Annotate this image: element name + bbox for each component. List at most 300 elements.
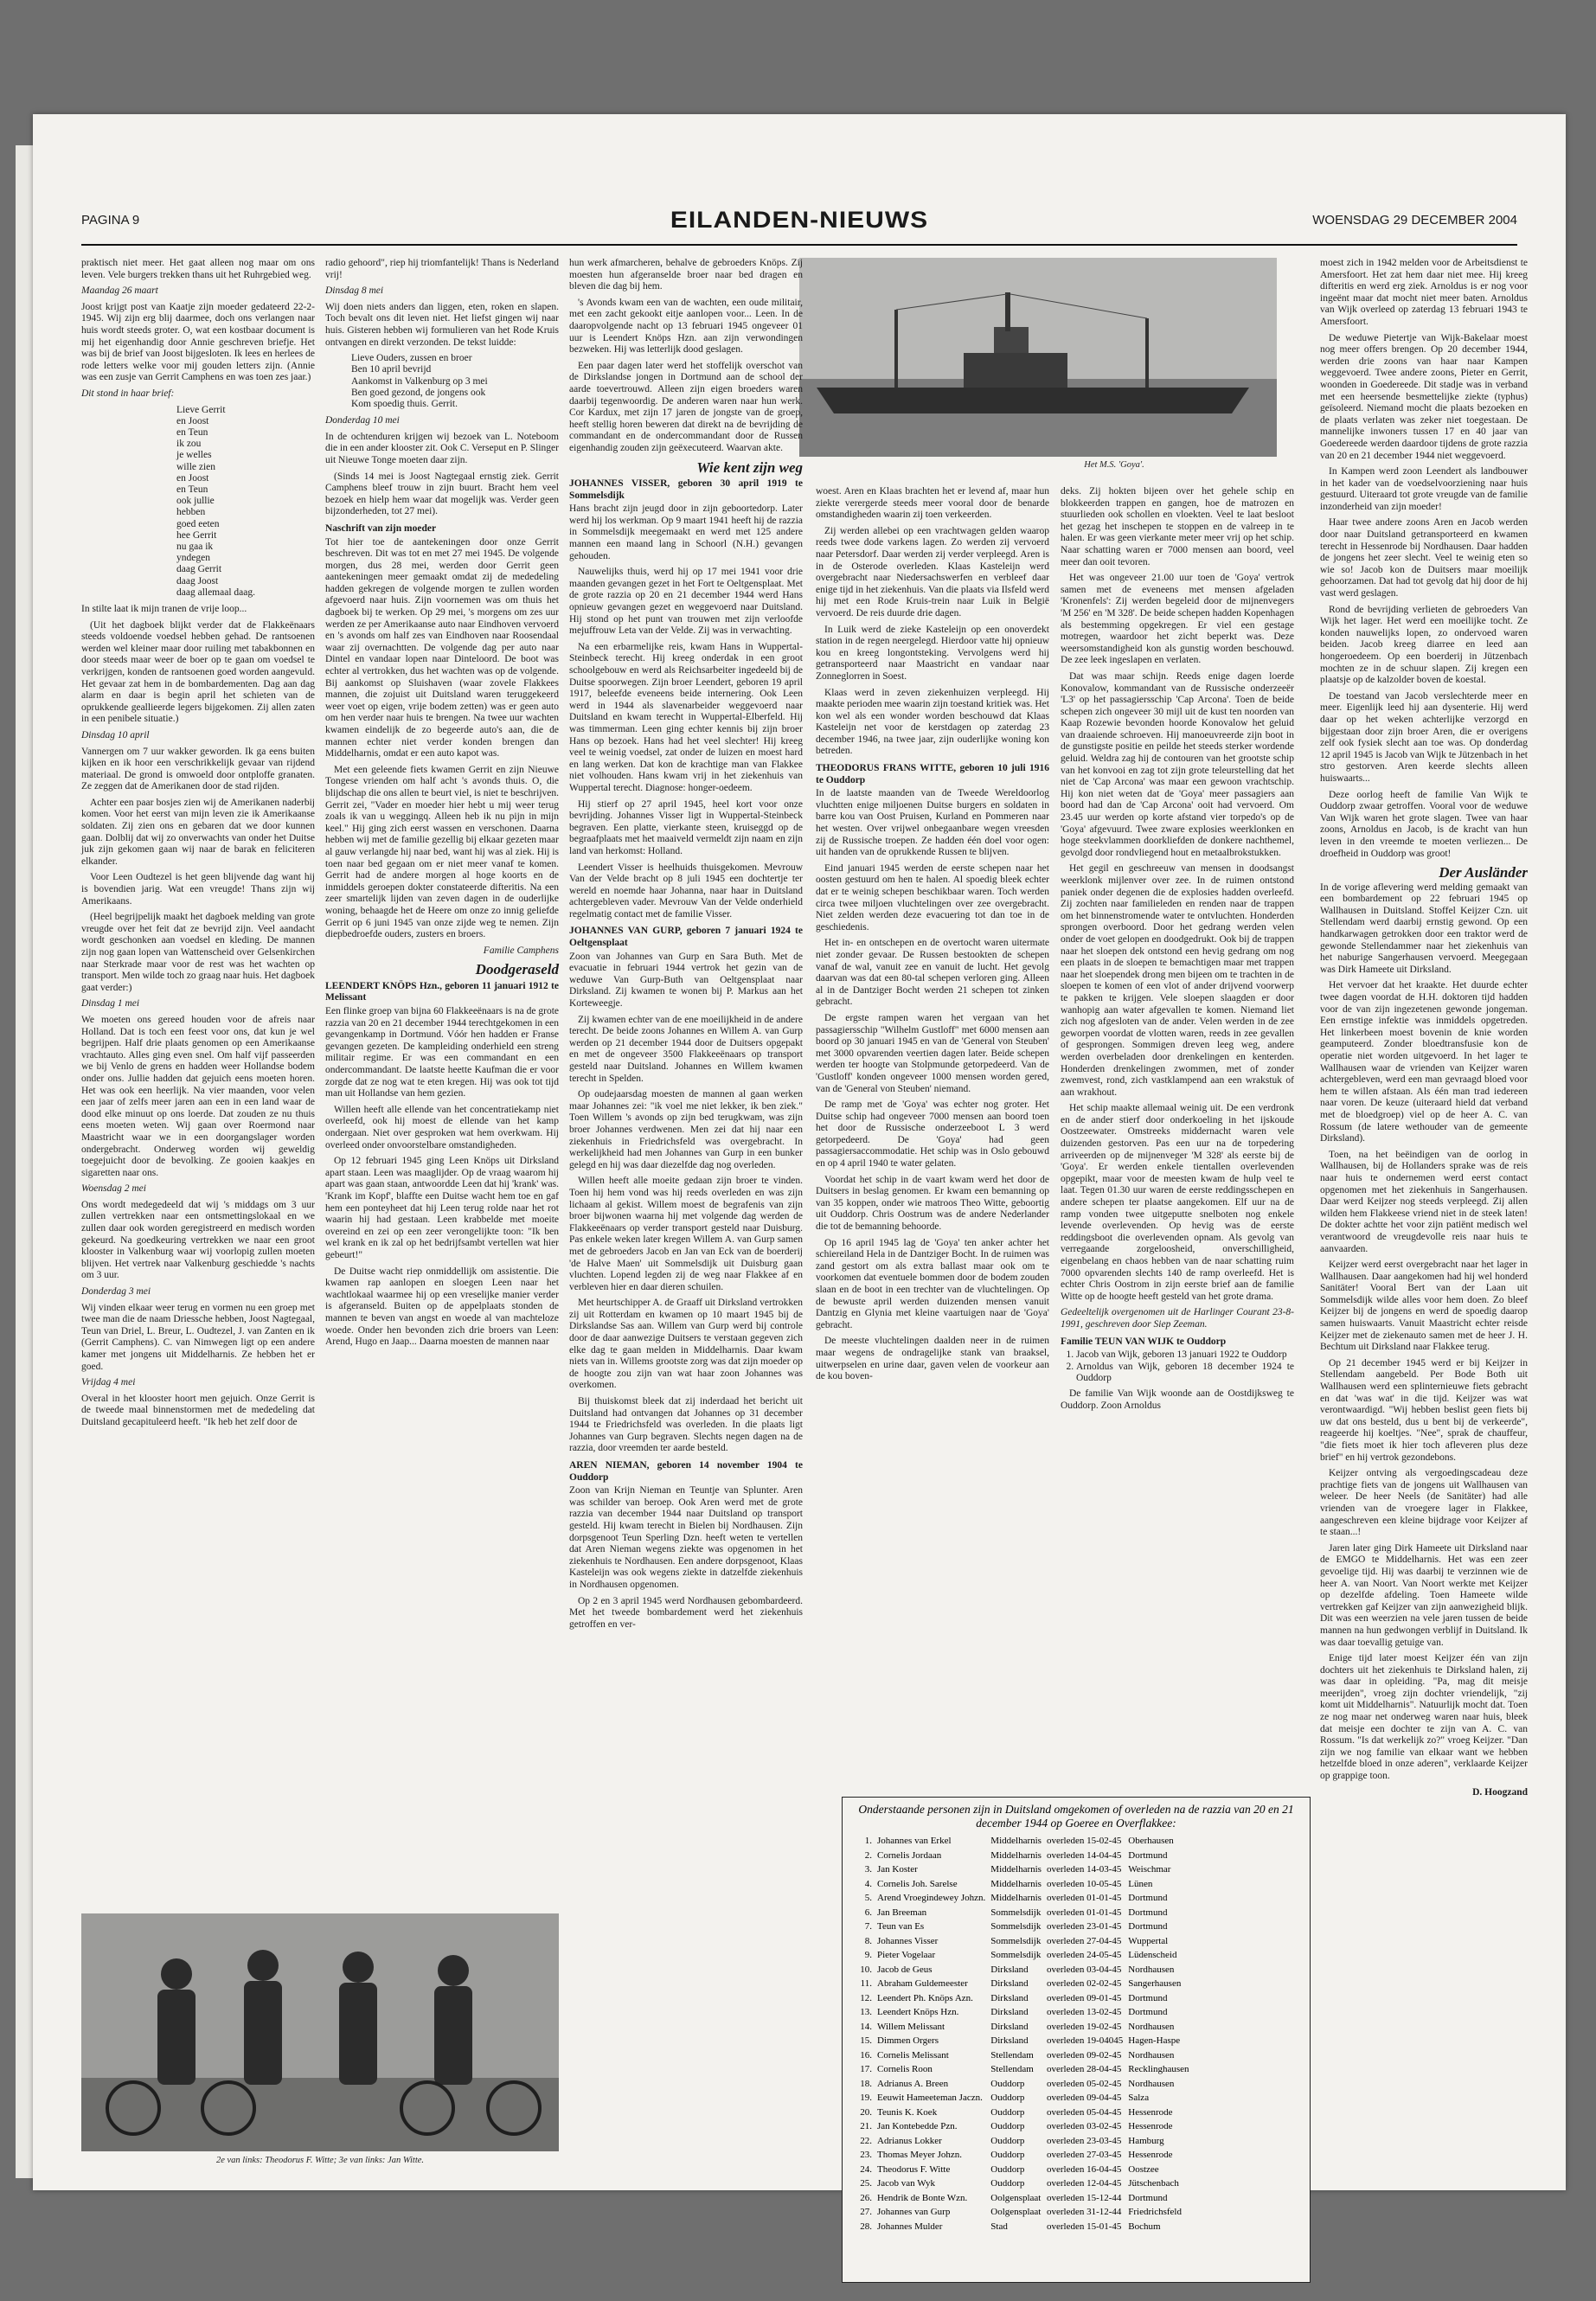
person-name: Cornelis Jordaan [877, 1849, 942, 1861]
place-of-death: Nordhausen [1128, 2021, 1175, 2032]
person-name: Adrianus A. Breen [877, 2078, 949, 2089]
poem-line: en Joost [176, 415, 209, 426]
text-paragraph: Achter een paar bosjes zien wij de Amerikanen naderbij komen. Voor het eerst van mijn leven zie ik Amerikaanse soldaten. Zij zien ons en gebaren dat we door kunnen gaan. Dolblij dat wij zo onverwachts van onder het Duitse juk zijn gekomen gaan wij naar de barak en feliciteren elkander. [81, 797, 315, 867]
row-number: 13. [860, 2007, 872, 2018]
place-of-death: Bochum [1128, 2221, 1161, 2232]
person-name: Jacob van Wyk [877, 2178, 935, 2189]
poem-line: en Teun [176, 484, 208, 495]
person-name: Adrianus Lokker [877, 2135, 942, 2146]
text-paragraph: Rond de bevrijding verlieten de gebroeders Van Wijk het lager. Het werd een moeilijke tocht. Ze konden nauwelijks lopen, zo ondervoed waren beiden. Jacob kreeg diarree en leed aan hongeroedeem. Op een boerderij in Jützenbach mochten ze in de schuur slapen. Zij kregen een plaatsje op de kalzolder boven de koestal. [1320, 604, 1528, 686]
text-paragraph: Leendert Visser is heelhuids thuisgekomen. Mevrouw Van der Velde bracht op 8 juli 1945 een dochtertje ter wereld en noemde haar Johanna, naar haar in Duitsland achtergebleven vader. Mevrouw Van der Velde onderhield regelmatig contact met de familie Visser. [569, 862, 803, 920]
ship-caption: Het M.S. 'Goya'. [1084, 460, 1144, 470]
home-town: Stad [990, 2221, 1008, 2232]
text-paragraph: Klaas werd in zeven ziekenhuizen verpleegd. Hij maakte perioden mee waarin zijn toestand kritiek was. Het kon wel als een wonder worden beschouwd dat Klaas Kasteleijn net voor de kerstdagen op zaterdag 23 december 1946, na twee jaar, zijn ouderlijke woning kon betreden. [816, 687, 1049, 757]
text-paragraph: Joost krijgt post van Kaatje zijn moeder gedateerd 22-2-1945. Wij zijn erg blij daarmee, doch ons verlangen naar huis wordt steeds groter. O, wat een kostbaar document is mij het eigenhandig door Annie geschreven briefje. Het was bij de brief van Joost bijgesloten. Ik lees en herlees de rode letters welke voor mij gouden letters zijn. (Annie was een zusje van Gerrit Camphens en was toen zes jaar.) [81, 301, 315, 383]
row-number: 16. [860, 2049, 872, 2061]
date-of-death: overleden 03-04-45 [1046, 1964, 1122, 1975]
date-of-death: overleden 23-01-45 [1046, 1921, 1122, 1932]
text-paragraph: Zij kwamen echter van de ene moeilijkheid in de andere terecht. De beide zoons Johannes en Willem A. van Gurp werden op 21 december 1944 door de Duitsers opgepakt en met de ongeveer 3500 Flakkeeënaars op transport gesteld naar Duitsland. Johannes en Willem kwamen terecht in Spelden. [569, 1014, 803, 1084]
text-paragraph: deks. Zij hokten bijeen over het gehele schip en blokkeerden trappen en gangen, hoe de matrozen en stuurlieden ook schollen en vloekten. Veel te laat besloot het gezag het inschepen te stoppen en de valreep in te halen. Er was geen vierkante meter meer vrij op het schip. Naar schatting waren er 7000 mensen aan boord, veel meer dan ooit tevoren. [1061, 486, 1294, 567]
home-town: Middelharnis [990, 1878, 1042, 1889]
place-of-death: Recklinghausen [1128, 2064, 1189, 2075]
person-name: Thomas Meyer Johzn. [877, 2150, 963, 2161]
date-of-death: overleden 02-02-45 [1046, 1978, 1122, 1990]
group-photo [81, 1913, 559, 2151]
text-paragraph: Een flinke groep van bijna 60 Flakkeeënaars is na de grote razzia van 20 en 21 december 1944 terechtgekomen in een gevangenkamp in Dortmund. Vóór hen hadden er Franse gevangen gezeten. De kampleiding onderhield een streng militair regime. Er was een commandant en een ondercommandant. De laatste heette Kaufman die er voor zorgde dat ze nog wat te eten kregen. Hij was ook tot tijd man uit Hollandse van hem gezien. [325, 1006, 559, 1099]
telegram-line: Lieve Ouders, zussen en broer [351, 353, 472, 364]
home-town: Middelharnis [990, 1836, 1042, 1847]
place-of-death: Sangerhausen [1128, 1978, 1182, 1990]
table-row [851, 2062, 1195, 2077]
text-paragraph: De familie Van Wijk woonde aan de Oostdijksweg te Ouddorp. Zoon Arnoldus [1061, 1388, 1294, 1411]
row-number: 2. [864, 1849, 872, 1861]
home-town: Stellendam [990, 2049, 1034, 2061]
table-row [851, 2163, 1195, 2177]
newspaper-page [33, 114, 1566, 2232]
text-paragraph: Nauwelijks thuis, werd hij op 17 mei 1941 voor drie maanden gevangen gezet in het Fort te Oeltgensplaat. Met de grote razzia op 20 en 21 december 1944 werd Hans opnieuw gevangen gezet en weggevoerd naar Duitsland. Hij stond op het punt van trouwen met zijn verloofde mejuffrouw Leta van der Velde. Zij was in verwachting. [569, 567, 803, 637]
date-of-death: overleden 05-04-45 [1046, 2106, 1122, 2118]
date-of-death: overleden 24-05-45 [1046, 1950, 1122, 1961]
section-heading: Der Ausländer [1439, 864, 1528, 881]
group-photo-illustration [81, 1913, 559, 2151]
table-row [851, 1834, 1195, 1849]
home-town: Middelharnis [990, 1893, 1042, 1904]
section-heading: Doodgeraseld [475, 961, 559, 978]
text-paragraph: In de laatste maanden van de Tweede Wereldoorlog vluchtten enige miljoenen Duitse burgers en soldaten in barre kou van Oost Pruisen, Kurland en Pommeren naar het westen. Over vrijwel onbegaanbare wegen vreesden zij de Russische troepen. Ze hadden één doel voor ogen: uit handen van de oprukkende Russen te blijven. [816, 788, 1049, 858]
text-paragraph: In de vorige aflevering werd melding gemaakt van een bombardement op 22 februari 1945 op Wallhausen in Duitsland. Stoffel Keijzer Czn. uit Stellendam werd daarbij ernstig gewond. Op een handkarwagen getrokken door een traktor werd de gewonde Stellendammer naar het ziekenhuis van het naburige Sangerhausen vervoerd. Meegegaan was Dirk Hameete uit Dirksland. [1320, 881, 1528, 975]
date-of-death: overleden 09-04-45 [1046, 2093, 1122, 2104]
table-row [851, 2191, 1195, 2206]
person-name: Johannes Visser [877, 1935, 939, 1946]
text-paragraph: Zoon van Johannes van Gurp en Sara Buth. Met de evacuatie in februari 1944 vertrok het gezin van de weduwe Van Gurp-Buth van Oeltgensplaat naar Dirksland. Zij kwamen te wonen bij P. Markus aan het Korteweegje. [569, 951, 803, 1009]
place-of-death: Dortmund [1128, 1992, 1168, 2003]
person-name: Jan Breeman [877, 1907, 927, 1918]
text-paragraph: De Duitse wacht riep onmiddellijk om assistentie. Die kwamen rap aanlopen en sloegen Leen naar het wachtlokaal waarmee hij op een vreselijke manier verder is afgeranseld. Buiten op de appelplaats stonden de mannen te beven van angst en woede al van machteloze woede. Onder hen bevonden zich drie broers van Leen: Arend, Hugo en Jaap... Daarna moesten de mannen naar [325, 1266, 559, 1348]
row-number: 27. [860, 2207, 872, 2218]
poem-line: hee Gerrit [176, 529, 217, 541]
text-paragraph: We moeten ons gereed houden voor de afreis naar Holland. Dat is toch een feest voor ons, dat kun je wel begrijpen. Half drie plaats genomen op een Amerikaanse vrachtauto. Alles ging even snel. Om half vijf passeerden we bij Venlo de grens en hadden weer Hollandse bodem onder ons. Jullie hadden dat gejuich eens moeten horen. Het was ook een heerlijk. Na vier maanden, voor velen een jaar of zelfs meer jaren aan een in een land waar de dood elke minuut op ons loerde. Dat zouden ze nu thuis eens moeten weten. Wij gaan over Roermond naar Maastricht waar we in een doorgangslager worden ondergebracht. Onderweg worden wij geweldig toegejuicht door de bevolking. Ze gooien kaakjes en sigaretten naar ons. [81, 1014, 315, 1178]
date-of-death: overleden 28-04-45 [1046, 2064, 1122, 2075]
diary-date: Dit stond in haar brief: [81, 388, 175, 399]
date-of-death: overleden 14-03-45 [1046, 1864, 1122, 1875]
list-item: 1. Jacob van Wijk, geboren 13 januari 1922 te Ouddorp [1076, 1349, 1294, 1362]
text-paragraph: Op 21 december 1945 werd er bij Keijzer in Stellendam aangebeld. Per Bode Both uit Wallhausen werd een splinternieuwe fiets gebracht en dat 'was wat' in die tijd. Keijzer was wat verontwaardigd. "Wij hebben beslist geen fiets bij uw dat ons besteld, dus u bent bij de verkeerde", reageerde hij koeltjes. "Nee", sprak de chauffeur, "die fiets moet ik hier toch afleveren plus deze brief" en hij vertrok gezondebons. [1320, 1357, 1528, 1463]
row-number: 3. [864, 1864, 872, 1875]
text-paragraph: Dat was maar schijn. Reeds enige dagen loerde Konovalow, kommandant van de Russische onderzeeër 'L3' op het passagiersschip 'Cap Arcona'. Toen de beide schepen zich ongeveer 30 mijl uit de kust ten noorden van Kaap Rozewie bevonden hoorde Konovalow het geluid van draaiende schroeven. Hij manoeuvreerde zijn boot in de gunstigste positie en peilde het steeds sterker wordende geluid. Weldra zag hij de contouren van het grootste schip van het konvooi en zag tot zijn grote teleurstelling dat het niet de 'Cap Arcona' was maar een gewoon vrachtschip. Hij kon niet weten dat de 'Goya' meer passagiers aan boord had dan de 'Cap Arcona' ooit had vervoerd. Om 23.45 uur werden op korte afstand vier torpedo's op de 'Goya' afgevuurd. Twee zware explosies weerklonken en hoge steekvlammen doorkliefden de donkere nachthemel, gevolgd door rondvliegend hout en metaalbrokstukken. [1061, 670, 1294, 858]
table-row [851, 2134, 1195, 2149]
table-row [851, 1934, 1195, 1949]
table-row [851, 1920, 1195, 1934]
poem-line: ik zou [176, 439, 202, 450]
diary-date: Dinsdag 1 mei [81, 998, 140, 1009]
text-paragraph: Tot hier toe de aantekeningen door onze Gerrit beschreven. Dit was tot en met 27 mei 1945. De volgende morgen, dus 28 mei, werden door Gerrit geen aantekeningen meer gemaakt omdat zij de mededeling hadden gekregen de volgende morgen te zullen worden afgevoerd naar huis. Zijn voornemen was om thuis het dagboek bij te werken. Op 29 mei, 's morgens om zes uur werden ze per Amerikaanse auto naar Eindhoven vervoerd en 's avonds om half zes van Eindhoven naar Roosendaal waar zij overnachtten. De volgende dag per auto naar Dintel en vandaar lopen naar Dinteloord. De boot was echter al vertrokken, dus het wachten was op de volgende. Bij aankomst op Sluishaven (waar zovele Flakkees mannen, die zojuist uit Duitsland waren teruggekeerd weer voet op eigen, vrije bodem zetten) was er geen auto om hen verder naar huis te brengen. Na twee uur wachten kwamen eindelijk de zo begeerde auto's aan, die de mannen echter niet verder konden brengen dan Middelharnis, omdat er een auto kapot was. [325, 536, 559, 760]
home-town: Sommelsdijk [990, 1907, 1042, 1918]
person-name: Hendrik de Bonte Wzn. [877, 2192, 968, 2203]
text-paragraph: In stilte laat ik mijn tranen de vrije loop... [81, 603, 247, 614]
text-paragraph: De ramp met de 'Goya' was echter nog groter. Het Duitse schip had ongeveer 7000 mensen aan boord toen het door de Russische onderzeeboot L 3 werd getorpedeerd. De 'Goya' had geen passagiersaccommodatie. Het schip was in Oslo gebouwd en op 4 april 1940 te water gelaten. [816, 1099, 1049, 1170]
row-number: 17. [860, 2064, 872, 2075]
text-paragraph: De meeste vluchtelingen daalden neer in de ruimen maar wegens de ondragelijke stank van braaksel, uitwerpselen en urine daar, gaven velen de voorkeur aan de kou boven- [816, 1336, 1049, 1382]
home-town: Stellendam [990, 2064, 1034, 2075]
text-paragraph: moest zich in 1942 melden voor de Arbeitsdienst te Amersfoort. Het zat hem daar niet mee. Hij kreeg difteritis en werd erg ziek. Arnoldus is er nog voor ingeënt maar dat mocht niet meer baten. Arnoldus van Wijk overleed op zaterdag 13 februari 1943 te Amersfoort. [1320, 258, 1528, 327]
row-number: 7. [864, 1921, 872, 1932]
date-of-death: overleden 31-12-44 [1046, 2207, 1122, 2218]
column-3 [569, 258, 803, 2273]
table-row [851, 1906, 1195, 1920]
person-name: Teun van Es [877, 1921, 925, 1932]
diary-date: Vrijdag 4 mei [81, 1377, 136, 1388]
person-name: Theodorus F. Witte [877, 2163, 951, 2175]
row-number: 4. [864, 1878, 872, 1889]
home-town: Dirksland [990, 2021, 1029, 2032]
text-paragraph: Een paar dagen later werd het stoffelijk overschot van de Dirkslandse jongen in Dortmund aan de school der aarde toevertrouwd. Alleen zijn eigen broeders waren daarbij tegenwoordig. De anderen waren naar hun werk. Cor Kardux, met zijn 17 jaren de jongste van de groep, heeft stellig horen beweren dat direkt na de bevrijding de commandant en de ondercommandant door de Russen eigenhandig zouden zijn geëxecuteerd. Waarvan akte. [569, 360, 803, 453]
text-paragraph: Het in- en ontschepen en de overtocht waren uitermate niet zonder gevaar. De Russen bestookten de schepen vanaf de wal, vanuit zee en vanuit de lucht. Het gevolg daarvan was dat een 80-tal schepen verloren ging. Alleen al in de Dantziger Bocht werden 21 schepen tot zinken gebracht. [816, 938, 1049, 1008]
text-paragraph: Voordat het schip in de vaart kwam werd het door de Duitsers in beslag genomen. Er kwam een bemanning op van 35 koppen, onder wie matroos Theo Witte, geboortig uit Ouddorp. Chris Oostrum was de andere Nederlander die tot de bemanning behoorde. [816, 1174, 1049, 1233]
place-of-death: Oostzee [1128, 2163, 1159, 2175]
text-paragraph: (Heel begrijpelijk maakt het dagboek melding van grote vreugde over het feit dat ze bevrijd zijn. Veel aandacht wordt geschonken aan voedsel en kleding. De mannen zijn nog gaan lopen van Wattenscheid over Gelsenkirchen naar Sterkrade maar voor de rest was het wachten op transport. Men wilde toch zo graag naar huis. Het dagboek gaat verder:) [81, 912, 315, 993]
page-number: PAGINA 9 [81, 213, 140, 228]
row-number: 25. [860, 2178, 872, 2189]
table-row [851, 1963, 1195, 1977]
text-paragraph: radio gehoord", riep hij triomfantelijk! Thans is Nederland vrij! [325, 258, 559, 280]
author-signature: D. Hoogzand [1472, 1786, 1528, 1798]
ship-illustration [799, 258, 1277, 457]
text-paragraph: Het vervoer dat het kraakte. Het duurde echter twee dagen voordat de H.H. doktoren tijd hadden voor de van zijn ingezetenen gewonde jongeman. Een ernstige infektie was inmiddels opgetreden. Het linkerbeen moest bovenin de knie worden geamputeerd. Zonder bloedtransfusie kon de operatie niet worden uitgevoerd. In het lager te Wallhausen waar de vrienden van Keijzer waren achtergebleven, werd een man gevraagd bloed voor hem te willen afstaan. Als één man trad iedereen naar voren. De keuze (uiteraard hield dat verband met de bloedgroep) viel op de heer A. C. van Rossum (de latere wethouder van de gemeente Dirksland). [1320, 980, 1528, 1144]
person-name: Cornelis Melissant [877, 2049, 949, 2061]
table-row [851, 2005, 1195, 2020]
home-town: Sommelsdijk [990, 1950, 1042, 1961]
person-name: Eeuwit Hameeteman Jaczn. [877, 2093, 983, 2104]
row-number: 5. [864, 1893, 872, 1904]
text-paragraph: Keijzer werd eerst overgebracht naar het lager in Wallhausen. Daar aangekomen had hij wel honderd Sanitäter! Vooral Bert van der Laan uit Sommelsdijk wilde alles voor hem doen. Zo bleef Keijzer bij de jongens en werd de spoedig daarop samen huiswaarts. Vanuit Maastricht echter reisde Keijzer met de ziekenauto samen met de heer J. H. Bechtum uit Dirksland naar Flakkee terug. [1320, 1259, 1528, 1353]
table-row [851, 1948, 1195, 1963]
poem-line: yndegen [176, 553, 210, 564]
person-name: Pieter Vogelaar [877, 1950, 936, 1961]
person-heading: AREN NIEMAN, geboren 14 november 1904 te Ouddorp [569, 1460, 803, 1483]
text-paragraph: De ergste rampen waren het vergaan van het passagiersschip "Wilhelm Gustloff" met 6000 mensen aan boord op 30 januari 1945 en van de 'General von Steuben' met 3000 opvarenden veertien dagen later. Beide schepen werden ter hoogte van Stolpmunde getorpedeerd. Van de 'Gustloff' konden ongeveer 1000 mensen worden gered, van de 'General von Steuben' niemand. [816, 1012, 1049, 1094]
person-name: Johannes van Gurp [877, 2207, 951, 2218]
home-town: Ouddorp [990, 2093, 1025, 2104]
text-paragraph: Hans bracht zijn jeugd door in zijn geboortedorp. Later werd hij los werkman. Op 9 maart 1941 heeft hij de razzia in Sommelsdijk meegemaakt en werd met 125 andere mannen een maand lang in Schoorl (N.H.) gevangen gehouden. [569, 503, 803, 561]
telegram-text [351, 353, 559, 410]
text-paragraph: Overal in het klooster hoort men gejuich. Onze Gerrit is de tweede maal binnenstormen met de mededeling dat Duitsland gecapituleerd heeft. "Ik heb het zelf door de [81, 1393, 315, 1427]
text-paragraph: In Kampen werd zoon Leendert als landbouwer in het kader van de voedselvoorziening naar huis gestuurd. Uiteraard tot grote vreugde van de familie inzonderheid van zijn moeder! [1320, 466, 1528, 512]
text-paragraph: Deze oorlog heeft de familie Van Wijk te Ouddorp zwaar getroffen. Vooral voor de weduwe Van Wijk waren het grote slagen. Twee van haar zoons, Arnoldus en Jacob, is de kracht van hun leven in den vreemde te moeten verliezen... De droefheid in Ouddorp was groot! [1320, 789, 1528, 859]
person-name: Willem Melissant [877, 2021, 945, 2032]
person-name: Jacob de Geus [877, 1964, 933, 1975]
date-of-death: overleden 27-04-45 [1046, 1935, 1122, 1946]
place-of-death: Friedrichsfeld [1128, 2207, 1182, 2218]
table-row [851, 2091, 1195, 2106]
text-paragraph: Keijzer ontving als vergoedingscadeau deze prachtige fiets van de jongens uit Wallhausen van weleer. De heer Neels (de Sanitäter) had alle vrienden van de vroegere lager in Flakkee, aangeschreven een kleine bijdrage voor Keijzer af te staan...! [1320, 1468, 1528, 1538]
text-paragraph: Willen heeft alle ellende van het concentratiekamp niet overleefd, ook hij moest de ellende van het kamp ondergaan. Niet over gesproken wat hem overkwam. Hij overleed onder onvoorstelbare omstandigheden. [325, 1104, 559, 1150]
place-of-death: Wuppertal [1128, 1935, 1169, 1946]
person-name: Arend Vroegindewey Johzn. [877, 1893, 986, 1904]
person-heading: LEENDERT KNÖPS Hzn., geboren 11 januari 1912 te Melissant [325, 980, 559, 1003]
table-row [851, 2106, 1195, 2120]
row-number: 26. [860, 2192, 872, 2203]
place-of-death: Lünen [1128, 1878, 1153, 1889]
poem [176, 405, 315, 599]
diary-date: Dinsdag 8 mei [325, 285, 384, 297]
person-heading: JOHANNES VAN GURP, geboren 7 januari 1924 te Oeltgensplaat [569, 926, 803, 949]
person-name: Teunis K. Koek [877, 2106, 938, 2118]
text-paragraph: Op oudejaarsdag moesten de mannen al gaan werken maar Johannes zei: "ik voel me niet lekker, ik ben ziek." Toen Willem 's avonds op zijn bed terugkwam, was zijn broer Johannes verdwenen. Men zei dat hij naar een ziekenhuis in Friedrichsfeld was overgebracht. In werkelijkheid had men Johannes van Gurp in een bunker gelegd en hij was daar diezelfde dag nog overleden. [569, 1089, 803, 1170]
table-row [851, 2077, 1195, 2092]
text-paragraph: Willen heeft alle moeite gedaan zijn broer te vinden. Toen hij hem vond was hij reeds overleden en was zijn lichaam al gekist. Willem moest de begrafenis van zijn broer bijwonen waarna hij met volgende dag werden de Flakkeeënaars op verder transport gesteld naar Duisburg. Pas enkele weken later kregen Willem A. van Gurp samen met de gebroeders Jacob en Jan van Eck van de boerderij 'de Halve Maen' uit Sommelsdijk uit Duisburg gaan vluchten. Lopend legden zij de weg naar Flakkee af en verbleven hier en daar dieren schuilen. [569, 1176, 803, 1292]
date-of-death: overleden 09-01-45 [1046, 1992, 1122, 2003]
poem-line: Lieve Gerrit [176, 404, 226, 415]
place-of-death: Hagen-Haspe [1128, 2035, 1181, 2047]
person-name: Abraham Guldemeester [877, 1978, 968, 1990]
place-of-death: Dortmund [1128, 2007, 1168, 2018]
person-name: Leendert Knöps Hzn. [877, 2007, 959, 2018]
diary-date: Donderdag 10 mei [325, 415, 400, 426]
date-of-death: overleden 15-01-45 [1046, 2221, 1122, 2232]
place-of-death: Weischmar [1128, 1864, 1171, 1875]
text-paragraph: In Luik werd de zieke Kasteleijn op een onoverdekt station in de regen neergelegd. Hierdoor vatte hij opnieuw kou en kreeg longontsteking. Vervolgens werd hij getransporteerd naar Maastricht en vandaar naar Zonneglorren in Soest. [816, 624, 1049, 682]
poem-line: wille zien [176, 461, 216, 472]
person-heading: Familie TEUN VAN WIJK te Ouddorp [1061, 1336, 1227, 1347]
place-of-death: Oberhausen [1128, 1836, 1174, 1847]
table-row [851, 1891, 1195, 1906]
date-of-death: overleden 01-01-45 [1046, 1907, 1122, 1918]
text-paragraph: Het was ongeveer 21.00 uur toen de 'Goya' vertrok samen met de eveneens met mensen afgeladen 'Kronenfels': Zij werden begeleid door de mijnenvegers 'M 256' en 'M 328'. De beide schepen hadden Kopenhagen als bestemming opgekregen. Er viel een gestage motregen, waardoor het zicht beperkt was. Deze weersomstandigheid kon als gunstig worden beschouwd. De zee leek ingeslapen en verlaten. [1061, 573, 1294, 666]
person-name: Cornelis Roon [877, 2064, 933, 2075]
text-paragraph: Voor Leen Oudtezel is het geen blijvende dag want hij is bovendien jarig. Wat een vreugde! Thans zijn wij Amerikaans. [81, 872, 315, 907]
poem-line: ook jullie [176, 496, 215, 507]
poem-line: daag allemaal daag. [176, 586, 255, 598]
person-name: Johannes Mulder [877, 2221, 943, 2232]
column-5 [1061, 486, 1294, 1784]
table-row [851, 2119, 1195, 2134]
text-paragraph: (Uit het dagboek blijkt verder dat de Flakkeënaars steeds voldoende voedsel hebben gehad. De rantsoenen werden wel kleiner maar door ruiling met tabakbonnen en door steeds maar weer de boer op te gaan om voedsel te verkrijgen, konden de rantsoenen goed worden aangevuld. Het gevaar zat hem in de bombardementen. Dag aan dag alarm en daar is begin april het schieten van de oprukkende geallieerde legers bijgekomen. Zij allen zaten in een penibele situatie.) [81, 619, 315, 725]
place-of-death: Hessenrode [1128, 2106, 1173, 2118]
home-town: Sommelsdijk [990, 1935, 1042, 1946]
header-rule [81, 244, 1517, 246]
photo-caption: 2e van links: Theodorus F. Witte; 3e van links: Jan Witte. [215, 2156, 425, 2165]
home-town: Dirksland [990, 1964, 1029, 1975]
text-paragraph: Het gegil en geschreeuw van mensen in doodsangst weerklonk mijlenver over zee. In de ruimen ontstond paniek onder degenen die de explosies hadden overleefd. Zij zochten naar familieleden en renden naar de trappen om het binnenstromende water te ontvluchten. Honderden sprongen overboord. Door het gedrang werden velen onder de voet gelopen en doodgedrukt. Ook bij de trappen naar het sloepen dek ontstond een hevig gedrang om nog een plaats in de sloepen te bemachtigen maar met trappen naar het sloependek drong men bijeen om te trachten in de sloepen te komen of een vlot of ander drijvend voorwerp te pakken te krijgen. Vele sloepen slaagden er door wanhopig aan water afgevallen te komen. Niemand liet zich nog afgesloten van de ander. Velen werden in de zee geworpen voordat de vlotten waren, reeds in zee gevallen of gesprongen. Sommigen dreven leeg weg, andere werden overbeladen door drenkelingen en kenterden. Honderden drenkelingen zwommen, met of zonder zwemvest, rond, zich vastklampend aan een wrakstuk of aan wrakhout. [1061, 863, 1294, 1098]
table-row [851, 2034, 1195, 2048]
home-town: Dirksland [990, 1992, 1029, 2003]
list-item: 2. Arnoldus van Wijk, geboren 18 december 1924 te Ouddorp [1076, 1362, 1294, 1385]
text-paragraph: Haar twee andere zoons Aren en Jacob werden door naar Duitsland getransporteerd en kwamen terecht in Hessenrode bij Nordhausen. Daar hadden de jongens het zeer slecht. Veel te weinig eten so wie so! Jacob kon de Duitsers maar moeilijk gehoorzamen. Dat had tot gevolg dat hij door de hij vast werd geslagen. [1320, 517, 1528, 599]
table-row [851, 1849, 1195, 1863]
table-row [851, 1862, 1195, 1877]
text-paragraph: Hij stierf op 27 april 1945, heel kort voor onze bevrijding. Johannes Visser ligt in Wuppertal-Steinbeck begraven. Een platte, vierkante steen, kruiseggd op de begraafplaats met het maaiveld vermeldt zijn naam en zijn land van herkomst: Holland. [569, 798, 803, 856]
text-paragraph: Zoon van Krijn Nieman en Teuntje van Splunter. Aren was schilder van beroep. Ook Aren werd met de grote razzia van december 1944 naar Duitsland op transport gesteld. Hij kwam terecht in Bielen bij Nordhausen. Zijn dorpsgenoot Teun Sperling Dzn. heeft weten te vertellen dat Aren Nieman wegens ziekte was opgenomen in het ziekenhuis te Nordhausen. Een andere dorpsgenoot, Klaas Kasteleijn was ook wegens ziekte in datzelfde ziekenhuis in Nordhausen opgenomen. [569, 1485, 803, 1590]
table-row [851, 2048, 1195, 2063]
home-town: Ouddorp [990, 2178, 1025, 2189]
text-paragraph: Vannergen om 7 uur wakker geworden. Ik ga eens buiten kijken en ik hoor een verschrikkelijk gevaar van rijdend materiaal. De grond is omwoeld door ontploffe granaten. Ze zeggen dat de Amerikanen door de stad rijden. [81, 746, 315, 792]
diary-date: Woensdag 2 mei [81, 1183, 146, 1195]
diary-date: Maandag 26 maart [81, 285, 158, 297]
date-of-death: overleden 10-05-45 [1046, 1878, 1122, 1889]
row-number: 12. [860, 1992, 872, 2003]
telegram-line: Ben goed gezond, de jongens ook [351, 387, 486, 398]
poem-line: nu gaa ik [176, 541, 214, 552]
poem-line: daag Joost [176, 575, 219, 586]
text-paragraph: Toen, na het beëindigen van de oorlog in Wallhausen, bij de Hollanders sprake was de reis naar huis te ondernemen werd eerst contact opgenomen met het ziekenhuis in Sangerhausen. Daar werd Keijzer nog steeds verpleegd. Zij allen wilden hem Flakkeese vriend niet in de steek laten! De dokter achtte het voor zijn patiënt medisch wel verantwoord de vreugdevolle reis naar huis te aanvaarden. [1320, 1149, 1528, 1254]
text-paragraph: Ons wordt medegedeeld dat wij 's middags om 3 uur zullen vertrekken naar een ontsmettingslokaal en we zullen daar ook worden geregistreerd en medisch worden gekeurd. Na goedkeuring vertrekken we naar een groot klooster in Valkenburg waar wij voorlopig zullen moeten blijven. Het vertrek naar Valkenburg geschiedde 's nachts om 3 uur. [81, 1199, 315, 1281]
home-town: Ouddorp [990, 2163, 1025, 2175]
person-heading: JOHANNES VISSER, geboren 30 april 1919 te Sommelsdijk [569, 478, 803, 501]
poem-line: je welles [176, 450, 212, 461]
row-number: 8. [864, 1935, 872, 1946]
masthead: EILANDEN-NIEUWS [670, 207, 929, 234]
text-paragraph: Bij thuiskomst bleek dat zij inderdaad het bericht uit Duitsland had ontvangen dat Johannes op 31 december 1944 te Friedrichsfeld was overleden. In die plaats ligt Johannes van Gurp begraven. Slechts negen dagen na de razzia, door vreemden ter aarde besteld. [569, 1396, 803, 1454]
section-heading: Wie kent zijn weg [696, 458, 803, 476]
place-of-death: Hessenrode [1128, 2150, 1173, 2161]
place-of-death: Dortmund [1128, 2192, 1168, 2203]
home-town: Ouddorp [990, 2078, 1025, 2089]
home-town: Oolgensplaat [990, 2207, 1042, 2218]
date-of-death: overleden 03-02-45 [1046, 2121, 1122, 2132]
text-paragraph: Zij werden allebei op een vrachtwagen gelden waarop reeds twee dode varkens lagen. Zo werden zij vervoerd naar Petersdorf. Daar werden zij verder verpleegd. Aren is in de Osterode overleden. Klaas Kasteleijn werd overgebracht naar Niedersachswerfen en verbleef daar enige tijd in het ziekenhuis. Van die plaats via Ilsfeld werd hij met een Rode Kruis-trein naar Luik in België vervoerd. De reis duurde drie dagen. [816, 525, 1049, 619]
date-of-death: overleden 19-02-45 [1046, 2021, 1122, 2032]
date-of-death: overleden 12-04-45 [1046, 2178, 1122, 2189]
place-of-death: Nordhausen [1128, 2049, 1175, 2061]
place-of-death: Hamburg [1128, 2135, 1164, 2146]
person-name: Leendert Ph. Knöps Azn. [877, 1992, 973, 2003]
date-of-death: overleden 01-01-45 [1046, 1893, 1122, 1904]
text-paragraph: Na een erbarmelijke reis, kwam Hans in Wuppertal-Steinbeck terecht. Hij kreeg onderdak in een groot schoolgebouw en werd als Reichsarbeiter ingedeeld bij de Duitse spoorwegen. Zijn broer Leendert, geboren 19 april 1917, beleefde eveneens beide internering. Ook Leen werd in 1944 als slavenarbeider weggevoerd naar Duitsland en kwam terecht in Wuppertal-Elberfeld. Hij was timmerman. Leen ging echter kennis bij zijn broer Hans op bezoek. Hans had het veel slechter! Hij kreeg veel te weinig voedsel, zat onder de luizen en moest hard en lang werken. Dat kon de krachtige man van Flakkee niet volhouden. Hans kwam vrij in het ziekenhuis van Wuppertal terecht. Diagnose: honger-oedeem. [569, 641, 803, 793]
text-paragraph: Enige tijd later moest Keijzer één van zijn dochters uit het ziekenhuis te Dirksland halen, zij was daar in opleiding. "Pa, mag dit meisje meerijden", vroeg zijn dochter vriendelijk, "zij komt uit Middelharnis". Natuurlijk mocht dat. Toen ze nog maar net onderweg waren naar huis, bleek dat meisje een dochter te zijn van A. C. van Rossum. "Is dat werkelijk zo?" vroeg Keijzer. "Dan zijn we nog familie van elkaar want we hebben hetzelfde bloed in onze aderen", verklaarde Keijzer op grappige toon. [1320, 1653, 1528, 1782]
date-of-death: overleden 19-04045 [1046, 2035, 1124, 2047]
person-name: Johannes van Erkel [877, 1836, 952, 1847]
text-paragraph: Met heurtschipper A. de Graaff uit Dirksland vertrokken zij uit Rotterdam en kwamen op 10 maart 1945 bij de Dirkslandse Sas aan. Willem van Gurp werd bij controle door de daar aanwezige Duitsers te verstaan gegeven zich elke dag te gaan melden in Middelharnis. Daar kwam niets van in. Willems grootste zorg was dat zijn moeder op de hoogte zou zijn van wat haar zoon Johannes was overkomen. [569, 1298, 803, 1391]
place-of-death: Nordhausen [1128, 2078, 1175, 2089]
poem-line: goed eeten [176, 518, 220, 529]
home-town: Ouddorp [990, 2121, 1025, 2132]
home-town: Dirksland [990, 2035, 1029, 2047]
place-of-death: Dortmund [1128, 1849, 1168, 1861]
diary-date: Donderdag 3 mei [81, 1286, 151, 1298]
source-note: Gedeeltelijk overgenomen uit de Harlinger Courant 23-8-1991, geschreven door Siep Zeeman. [1061, 1307, 1294, 1330]
row-number: 15. [860, 2035, 872, 2047]
table-row [851, 1877, 1195, 1892]
text-paragraph: Op 2 en 3 april 1945 werd Nordhausen gebombardeerd. Met het tweede bombardement werd het ziekenhuis getroffen en ver- [569, 1595, 803, 1630]
date-of-death: overleden 27-03-45 [1046, 2150, 1122, 2161]
row-number: 9. [864, 1950, 872, 1961]
row-number: 23. [860, 2150, 872, 2161]
victims-heading: Onderstaande personen zijn in Duitsland omgekomen of overleden na de razzia van 20 en 21 december 1944 op Goeree en Overflakkee: [858, 1803, 1294, 1830]
page-header [81, 207, 1517, 234]
person-name: Cornelis Joh. Sarelse [877, 1878, 958, 1889]
row-number: 1. [864, 1836, 872, 1847]
home-town: Ouddorp [990, 2106, 1025, 2118]
date-of-death: overleden 23-03-45 [1046, 2135, 1122, 2146]
place-of-death: Nordhausen [1128, 1964, 1175, 1975]
poem-line: en Teun [176, 426, 208, 438]
table-row [851, 1991, 1195, 2006]
place-of-death: Dortmund [1128, 1893, 1168, 1904]
place-of-death: Lüdenscheid [1128, 1950, 1177, 1961]
text-paragraph: Jaren later ging Dirk Hameete uit Dirksland naar de EMGO te Middelharnis. Het was een zeer gevoelige tijd. Hij was daarbij te verzinnen wie de heer A. van Noort. Van Noort werkte met Keijzer op dezelfde afdeling. Toen Hameete wilde vertrekken gaf Keijzer van zijn aanwezigheid blijk. Dit was een weerzien na vele jaren tussen de beide mannen na hun gedwongen verblijf in Duitsland. Ik was daar toevallig getuige van. [1320, 1542, 1528, 1648]
row-number: 24. [860, 2163, 872, 2175]
row-number: 14. [860, 2021, 872, 2032]
home-town: Dirksland [990, 2007, 1029, 2018]
text-paragraph: praktisch niet meer. Het gaat alleen nog maar om ons leven. Vele burgers trekken thans uit het Ruhrgebied weg. [81, 258, 315, 280]
text-paragraph: De weduwe Pietertje van Wijk-Bakelaar moest nog meer offers brengen. Op 20 december 1944, werden drie zoons van haar naar Kampen weggevoerd. Twee andere zoons, Pieter en Gerrit, woonden in Goedereede. Dit stadje was in verband met een heersende besmettelijke ziekte (typhus) geïsoleerd. Niemand mocht die plaats bezoeken en de plaats verlaten was zeker niet toegestaan. De mannelijke inwoners tussen 17 en 40 jaar van Goedereede werden daardoor tijdens de grote razzia van 20 en 21 december 1944 niet weggevoerd. [1320, 332, 1528, 461]
victims-box [842, 1797, 1311, 2283]
text-paragraph: Het schip maakte allemaal weinig uit. De een verdronk en de ander stierf door onderkoeling in het ijskoude Oostzeewater. Omstreeks middernacht waren vele duizenden gestorven. Pas een uur na de torpedering arriveerden op de mijnenveger 'M 328' als eerste bij de 'Goya'. Er werden enkele tientallen overlevenden opgepikt, maar voor de meesten kwam de hulp veel te laat. Tegen 01.30 uur waren de eerste reddingsschepen en andere schepen ter plaatse aangekomen. Elf uur na de ramp vonden twee uitgeputte snelboten nog enkele levende overlevenden. Op hevig was de eerste reddingsboot die overlevenden opnam. Als gevolg van verregaande zorgeloosheid, onverschilligheid, eigenbelang en chaos hebben van de naar schatting ruim 7000 opvarenden slechts 140 de ramp overleefd. Het is echter Chris Oostrom in zijn eerste brief aan de familie Witte op de hoogte heeft gesteld van het grote drama. [1061, 1103, 1294, 1302]
text-paragraph: Op 16 april 1945 lag de 'Goya' ten anker achter het schiereiland Hela in de Dantziger Bocht. In de ruimen was zand gestort om als extra ballast maar ook om te voorkomen dat eventuele bommen door de bodem zouden slaan en de boot in een trechter van de vluchtelingen. Op de bewuste april werden duizenden mensen vanuit Dantzig en Glynia met kleine vaartuigen naar de 'Goya' gebracht. [816, 1237, 1049, 1330]
column-6 [1320, 258, 1528, 2273]
place-of-death: Jütschenbach [1128, 2178, 1179, 2189]
date-of-death: overleden 15-02-45 [1046, 1836, 1122, 1847]
column-1 [81, 258, 315, 1906]
table-row [851, 2148, 1195, 2163]
row-number: 20. [860, 2106, 872, 2118]
subheading: Naschrift van zijn moeder [325, 522, 437, 534]
home-town: Sommelsdijk [990, 1921, 1042, 1932]
date-of-death: overleden 13-02-45 [1046, 2007, 1122, 2018]
place-of-death: Dortmund [1128, 1907, 1168, 1918]
place-of-death: Salza [1128, 2093, 1150, 2104]
table-row [851, 2220, 1195, 2234]
telegram-line: Ben 10 april bevrijd [351, 364, 432, 375]
signature: Familie Camphens [483, 945, 559, 956]
table-row [851, 1977, 1195, 1991]
text-paragraph: Eind januari 1945 werden de eerste schepen naar het oosten gestuurd om hen te halen. Al spoedig bleek echter dat er te weinig schepen beschikbaar waren. Toch werden circa twee miljoen vluchtelingen over zee overgebracht. Niet zelden werden deze evacuering tot dan toe in de geschiedenis. [816, 862, 1049, 933]
place-of-death: Dortmund [1128, 1921, 1168, 1932]
row-number: 22. [860, 2135, 872, 2146]
date-of-death: overleden 05-02-45 [1046, 2078, 1122, 2089]
telegram-line: Aankomst in Valkenburg op 3 mei [351, 375, 488, 387]
column-2 [325, 258, 559, 1906]
row-number: 6. [864, 1907, 872, 1918]
text-paragraph: De toestand van Jacob verslechterde meer en meer. Eigenlijk leed hij aan dysenterie. Hij werd daar op het weken achterlijke verzorgd en bijgestaan door zijn broer Aren, die er overigens zelf ook fysiek slecht aan toe was. Op donderdag 12 april 1945 is Jacob van Wijk te Jützenbach in het stro gestorven. Aren keerde slechts alleen huiswaarts... [1320, 690, 1528, 784]
person-name: Jan Kontebedde Pzn. [877, 2121, 958, 2132]
text-paragraph: (Sinds 14 mei is Joost Nagtegaal ernstig ziek. Gerrit Camphens bleef trouw in zijn buurt. Bracht hem veel bezoek en hielp hem waar dat mogelijk was. Verder geen bijzonderheden, tot 27 mei). [325, 471, 559, 517]
text-paragraph: 's Avonds kwam een van de wachten, een oude militair, met een zacht gekookt eitje aanlopen voor... Leen. In de daaropvolgende nacht op 13 februari 1945 ongeveer 01 uur is Leendert Knöps Hzn. aan zijn verwondingen bezweken. Hij was letterlijk dood geslagen. [569, 297, 803, 356]
row-number: 18. [860, 2078, 872, 2089]
family-list [1076, 1349, 1294, 1385]
text-paragraph: Met een geleende fiets kwamen Gerrit en zijn Nieuwe Tongese vrienden om half acht 's avonds thuis. O, die blijdschap die ons allen te beurt viel, is niet te beschrijven. Gerrit zei, "Vader en moeder hier hebt u mij weer terug zoals ik van u weggingq. Alleen heb ik nu pijn in mijn keel." Hij ging zich eerst wassen en verschonen. Daarna hebben wij met de familie gezellig bij elkaar gezeten maar al gauw verlangde hij naar bed, want hij was al ziek. Hij is toen naar bed gegaan om er niet meer vanaf te komen. Gerrit had de andere morgen al hoge koorts en de inmiddels geroepen dokter constateerde difteritis. Na een zeer smartelijk lijden van zeven dagen in de ouderlijke woning, behaagde het de Heere om onze zo innig geliefde Gerrit op 6 juni 1945 van onze zijde weg te nemen. Zijn diepbedroefde ouders, zusters en broers. [325, 764, 559, 940]
diary-date: Dinsdag 10 april [81, 729, 150, 740]
home-town: Middelharnis [990, 1849, 1042, 1861]
table-row [851, 2176, 1195, 2191]
date-of-death: overleden 16-04-45 [1046, 2163, 1122, 2175]
row-number: 11. [860, 1978, 872, 1990]
person-heading: THEODORUS FRANS WITTE, geboren 10 juli 1916 te Ouddorp [816, 763, 1049, 785]
poem-line: hebben [176, 507, 206, 518]
home-town: Oolgensplaat [990, 2192, 1042, 2203]
issue-date: WOENSDAG 29 DECEMBER 2004 [1312, 213, 1517, 228]
telegram-line: Kom spoedig thuis. Gerrit. [351, 398, 458, 409]
column-4 [816, 486, 1049, 1784]
row-number: 21. [860, 2121, 872, 2132]
home-town: Dirksland [990, 1978, 1029, 1990]
person-name: Dimmen Orgers [877, 2035, 939, 2047]
table-row [851, 2020, 1195, 2035]
person-name: Jan Koster [877, 1864, 918, 1875]
table-row [851, 2205, 1195, 2220]
date-of-death: overleden 09-02-45 [1046, 2049, 1122, 2061]
place-of-death: Hessenrode [1128, 2121, 1173, 2132]
poem-line: daag Gerrit [176, 564, 222, 575]
text-paragraph: hun werk afmarcheren, behalve de gebroeders Knöps. Zij moesten hun afgeranselde broer naar bed dragen en bleven die dag bij hem. [569, 258, 803, 292]
ship-photo [799, 258, 1277, 457]
text-paragraph: Op 12 februari 1945 ging Leen Knöps uit Dirksland apart staan. Leen was maaglijder. Op de vraag waarom hij apart was gaan staan, antwoordde Leen dat hij 'krank' was. 'Krank im Kopf', blaffte een Duitse wacht hem toe en gaf hem een ponteyheet dat hij Leen terug rolde naar het rot waarin hij had gestaan. Leen krabbelde met moeite overeind en zei op een zeer verongelijkte toon: "Ik ben wel krank en ik zal op het bedrijfsambt vertellen wat hier gebeurt!" [325, 1156, 559, 1260]
date-of-death: overleden 14-04-45 [1046, 1849, 1122, 1861]
poem-line: en Joost [176, 472, 209, 484]
text-paragraph: woest. Aren en Klaas brachten het er levend af, maar hun ziekte verergerde steeds meer vooral door de benarde omstandigheden waarin zij toen verkeerden. [816, 486, 1049, 521]
text-paragraph: In de ochtenduren krijgen wij bezoek van L. Noteboom die in een ander klooster zit. Ook C. Verseput en P. Slinger uit Nieuwe Tonge moeten daar zijn. [325, 431, 559, 465]
date-of-death: overleden 15-12-44 [1046, 2192, 1122, 2203]
